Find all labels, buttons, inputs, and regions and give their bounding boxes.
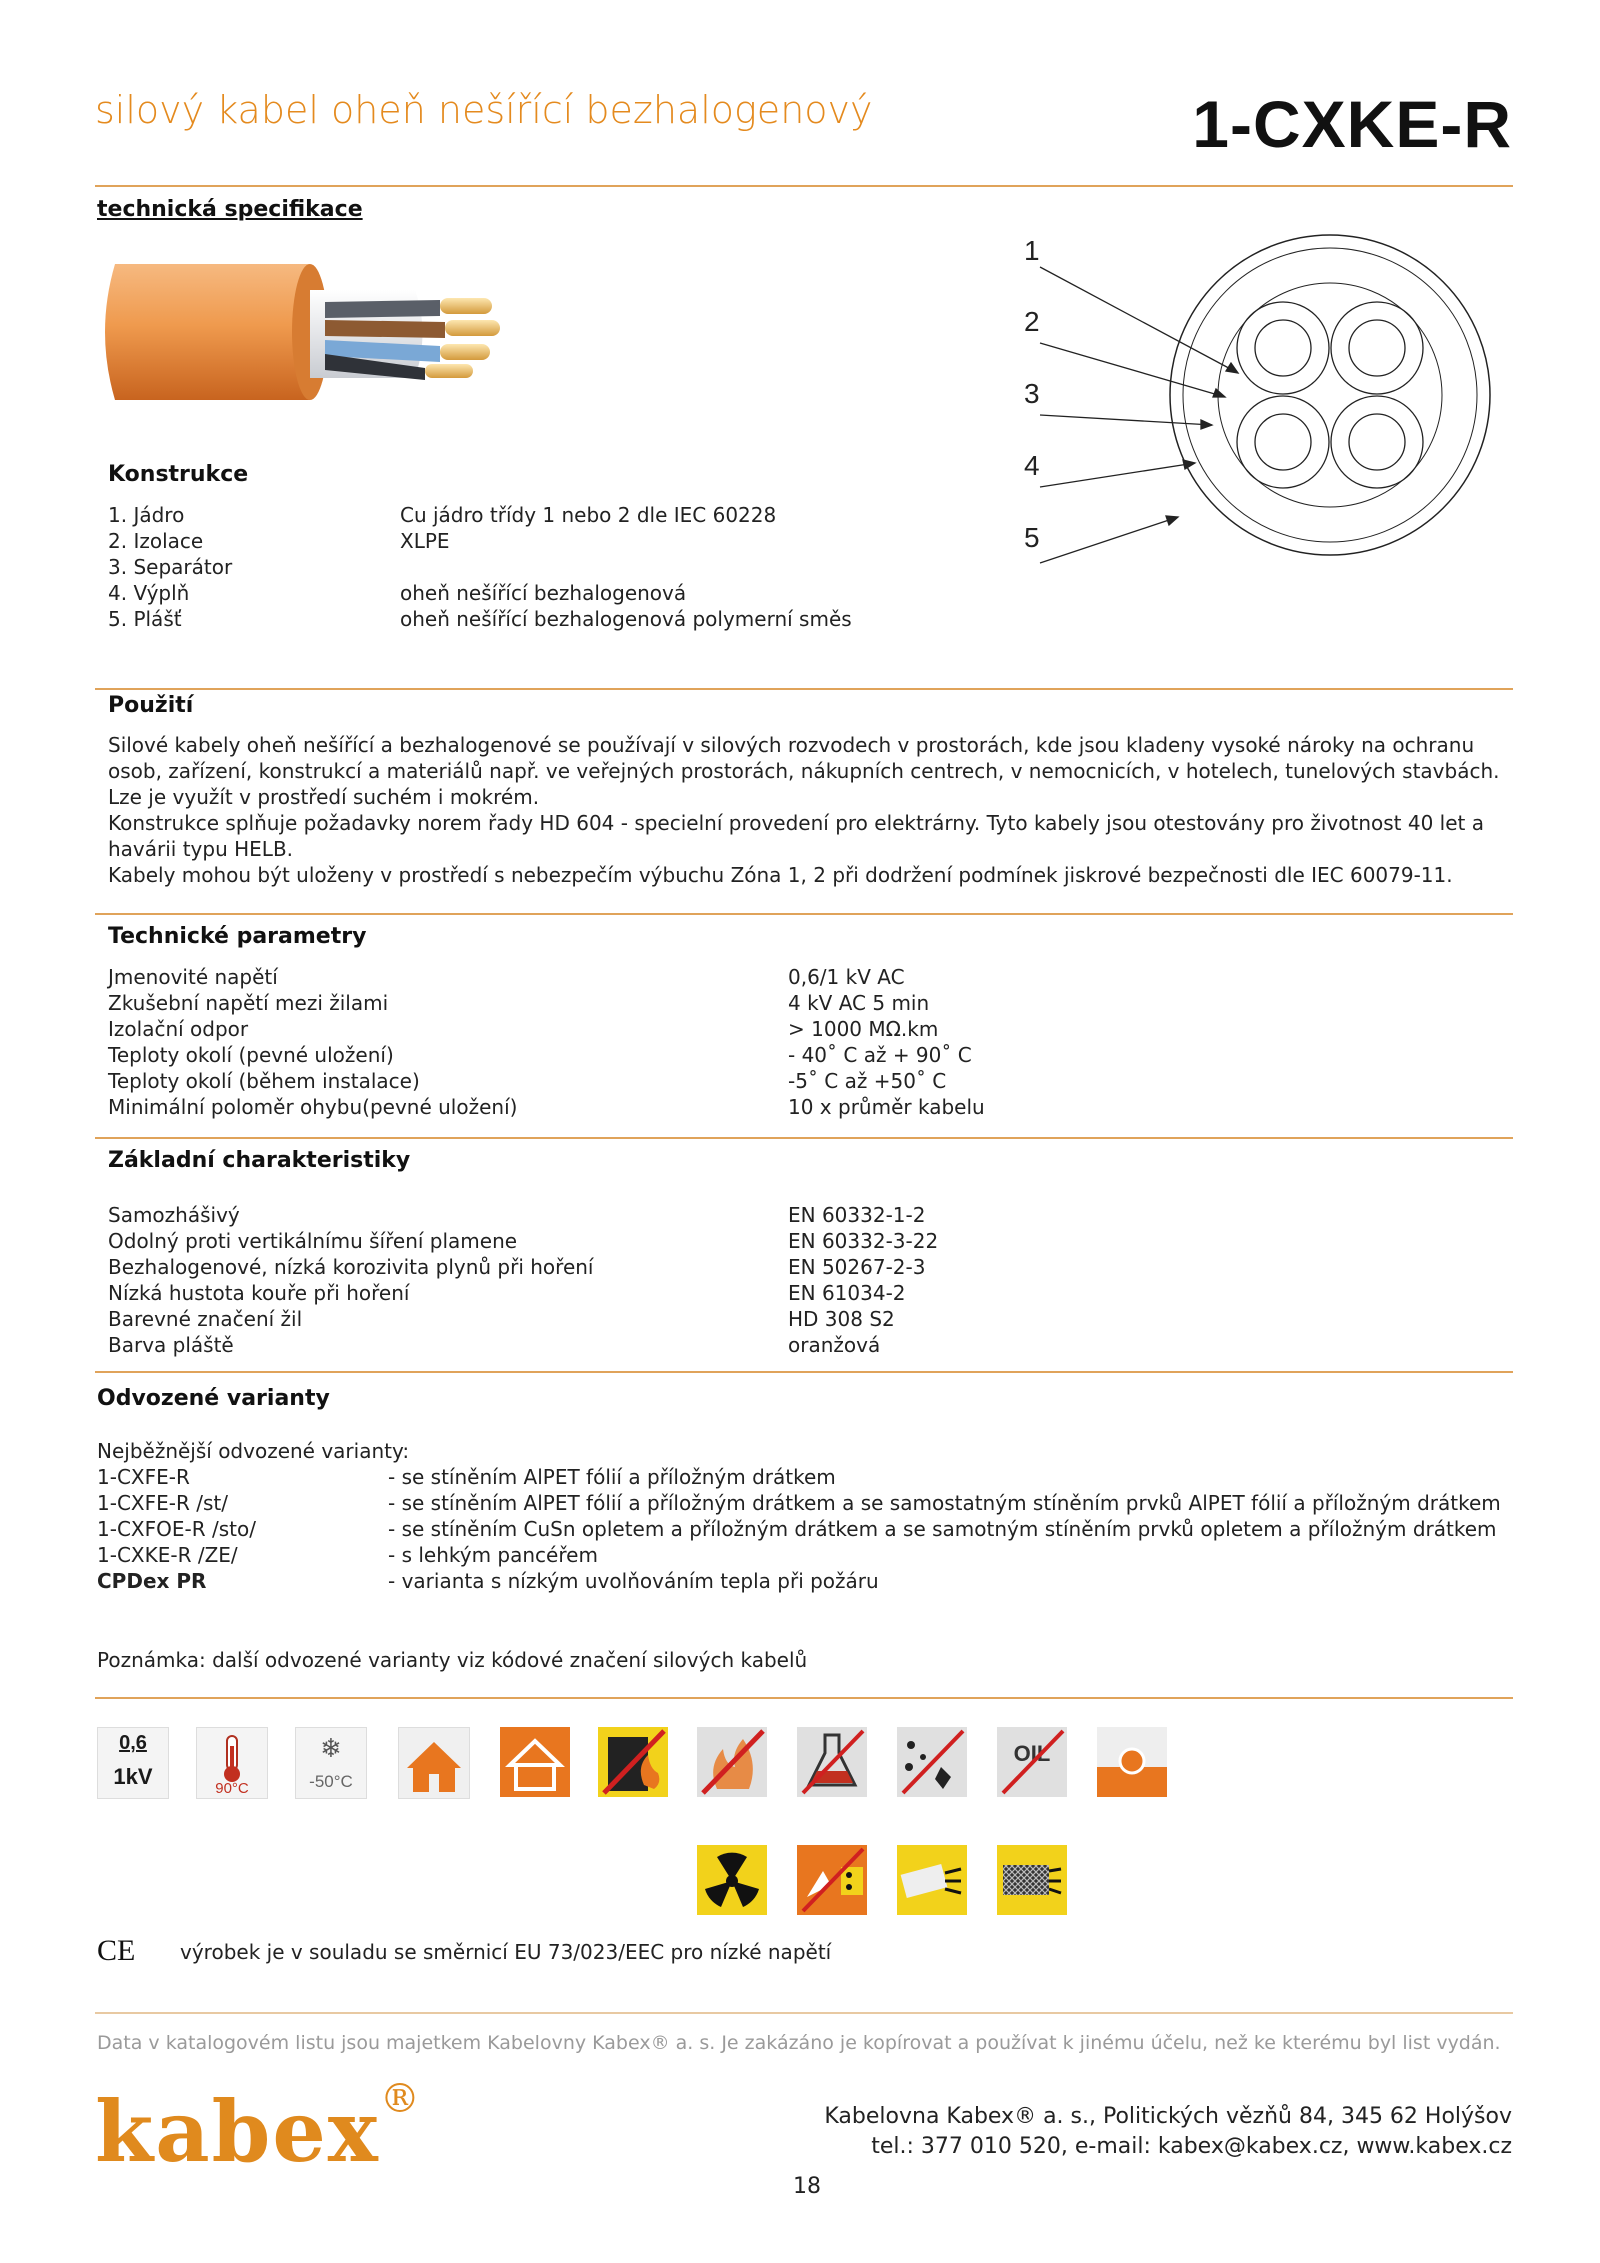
varianty-note: Poznámka: další odvozené varianty viz kódové značení silových kabelů — [97, 1648, 808, 1672]
braided-shield-icon — [997, 1845, 1067, 1915]
konstrukce-label: 2. Izolace — [108, 529, 204, 553]
divider — [95, 2012, 1513, 2014]
snowflake-icon: ❄ -50°C — [295, 1727, 367, 1799]
parametr-value: > 1000 MΩ.km — [788, 1017, 939, 1041]
parametr-value: 10 x průměr kabelu — [788, 1095, 985, 1119]
footer-disclaimer: Data v katalogovém listu jsou majetkem Kabelovny Kabex® a. s. Je zakázáno je kopírovat a používat k jinému účelu, než ke kterému byl list vydán. — [97, 2032, 1501, 2054]
diagram-number-4: 4 — [1024, 450, 1040, 481]
outdoor-house-icon — [500, 1727, 570, 1797]
impact-icon — [897, 1727, 967, 1797]
divider — [95, 913, 1513, 915]
oil-label: OIL — [1013, 1741, 1051, 1766]
pouziti-text — [108, 732, 1508, 888]
parametr-value: 0,6/1 kV AC — [788, 965, 905, 989]
parametr-value: -5˚ C až +50˚ C — [788, 1069, 947, 1093]
parametr-value: 4 kV AC 5 min — [788, 991, 930, 1015]
varianta-code: 1-CXFE-R — [97, 1465, 190, 1489]
divider — [95, 185, 1513, 187]
diagram-number-2: 2 — [1024, 306, 1040, 337]
divider — [95, 1371, 1513, 1373]
voltage-icon — [97, 1727, 169, 1799]
logo-registered: ® — [379, 2076, 422, 2122]
varianta-code: 1-CXFE-R /st/ — [97, 1491, 228, 1515]
ground-burial-icon — [1097, 1727, 1167, 1797]
charakteristika-label: Nízká hustota kouře při hoření — [108, 1281, 410, 1305]
kabex-logo — [95, 2076, 422, 2181]
parametr-label: Jmenovité napětí — [108, 965, 278, 989]
pouziti-paragraph: Kabely mohou být uloženy v prostředí s nebezpečím výbuchu Zóna 1, 2 při dodržení podmínek jiskrové bezpečnosti dle IEC 60079-11. — [108, 863, 1453, 887]
pouziti-heading: Použití — [108, 693, 194, 718]
charakteristika-value: HD 308 S2 — [788, 1307, 895, 1331]
diagram-number-3: 3 — [1024, 378, 1040, 409]
konstrukce-value: Cu jádro třídy 1 nebo 2 dle IEC 60228 — [400, 503, 777, 527]
varianta-code: 1-CXFOE-R /sto/ — [97, 1517, 256, 1541]
voltage-bottom: 1kV — [113, 1764, 153, 1789]
flexible-cable-icon — [897, 1845, 967, 1915]
parametr-label: Izolační odpor — [108, 1017, 249, 1041]
cable-cross-section-diagram — [1000, 225, 1520, 565]
oil-resistance-icon — [997, 1727, 1067, 1797]
charakteristika-value: oranžová — [788, 1333, 881, 1357]
charakteristika-value: EN 50267-2-3 — [788, 1255, 926, 1279]
varianta-desc: - varianta s nízkým uvolňováním tepla při požáru — [388, 1569, 879, 1593]
parametry-heading: Technické parametry — [108, 924, 367, 949]
logo-text: kabex — [95, 2082, 380, 2181]
konstrukce-label: 4. Výplň — [108, 581, 190, 605]
charakteristika-label: Bezhalogenové, nízká korozivita plynů při hoření — [108, 1255, 594, 1279]
varianty-intro: Nejběžnější odvozené varianty: — [97, 1439, 410, 1463]
charakteristika-label: Barva pláště — [108, 1333, 234, 1357]
parametr-label: Teploty okolí (pevné uložení) — [108, 1043, 394, 1067]
varianta-desc: - s lehkým pancéřem — [388, 1543, 598, 1567]
konstrukce-label: 1. Jádro — [108, 503, 185, 527]
pouziti-paragraph: Konstrukce splňuje požadavky norem řady HD 604 - specielní provedení pro elektrárny. Tyto kabely jsou otestovány pro životnost 40 let a havárii typu HELB. — [108, 811, 1484, 861]
diagram-number-5: 5 — [1024, 522, 1040, 553]
chemical-flask-icon — [797, 1727, 867, 1797]
varianta-code: CPDex PR — [97, 1569, 207, 1593]
konstrukce-heading: Konstrukce — [108, 462, 249, 487]
charakteristika-value: EN 60332-1-2 — [788, 1203, 926, 1227]
konstrukce-value: XLPE — [400, 529, 450, 553]
konstrukce-value: oheň nešířící bezhalogenová — [400, 581, 687, 605]
no-burning-icon — [697, 1727, 767, 1797]
konstrukce-label: 3. Separátor — [108, 555, 233, 579]
page-title: silový kabel oheň nešířící bezhalogenový — [95, 88, 873, 132]
charakteristika-label: Barevné značení žil — [108, 1307, 303, 1331]
voltage-top: 0,6 — [119, 1732, 147, 1754]
spec-heading: technická specifikace — [97, 197, 363, 222]
product-code: 1-CXKE-R — [1192, 87, 1512, 161]
radiation-icon — [697, 1845, 767, 1915]
divider — [95, 1697, 1513, 1699]
divider — [95, 1137, 1513, 1139]
diagram-number-1: 1 — [1024, 235, 1040, 266]
parametr-value: - 40˚ C až + 90˚ C — [788, 1043, 972, 1067]
thermometer-icon — [196, 1727, 268, 1799]
address-line: Kabelovna Kabex® a. s., Politických vězňů 84, 345 62 Holýšov — [824, 2104, 1512, 2129]
charakteristika-label: Odolný proti vertikálnímu šíření plamene — [108, 1229, 518, 1253]
konstrukce-label: 5. Plášť — [108, 607, 182, 631]
varianta-code: 1-CXKE-R /ZE/ — [97, 1543, 238, 1567]
charakteristika-label: Samozhášivý — [108, 1203, 240, 1227]
charakteristika-value: EN 60332-3-22 — [788, 1229, 939, 1253]
charakteristika-value: EN 61034-2 — [788, 1281, 906, 1305]
no-flame-spread-icon — [598, 1727, 668, 1797]
company-address — [824, 2102, 1512, 2162]
page-number: 18 — [793, 2174, 821, 2199]
parametr-label: Minimální poloměr ohybu(pevné uložení) — [108, 1095, 518, 1119]
parametr-label: Zkušební napětí mezi žilami — [108, 991, 389, 1015]
cable-illustration — [95, 250, 595, 430]
rodent-resistant-icon — [797, 1845, 867, 1915]
varianty-heading: Odvozené varianty — [97, 1386, 330, 1411]
varianta-desc: - se stíněním AlPET fólií a příložným drátkem — [388, 1465, 836, 1489]
indoor-house-icon — [398, 1727, 470, 1799]
pouziti-paragraph: Silové kabely oheň nešířící a bezhalogenové se používají v silových rozvodech v prostorách, kde jsou kladeny vysoké nároky na ochranu osob, zařízení, konstrukcí a materiálů např. ve veřejných prostorách, nákupních centrech, v nemocnicích, v hotelech, tunelových stavbách. Lze je využít v prostředí suchém i mokrém. — [108, 733, 1500, 809]
varianta-desc: - se stíněním CuSn opletem a příložným drátkem a se samotným stíněním prvků opletem a příložným drátkem — [388, 1517, 1497, 1541]
konstrukce-value: oheň nešířící bezhalogenová polymerní směs — [400, 607, 852, 631]
ce-mark-icon: CE — [97, 1934, 136, 1967]
parametr-label: Teploty okolí (během instalace) — [108, 1069, 420, 1093]
charakteristiky-heading: Základní charakteristiky — [108, 1148, 411, 1173]
divider — [95, 688, 1513, 690]
contact-line: tel.: 377 010 520, e-mail: kabex@kabex.cz, www.kabex.cz — [871, 2134, 1512, 2159]
temp-min-label: -50°C — [309, 1772, 353, 1791]
varianta-desc: - se stíněním AlPET fólií a příložným drátkem a se samostatným stíněním prvků AlPET fólií a příložným drátkem — [388, 1491, 1501, 1515]
temp-max-label: 90°C — [215, 1780, 249, 1797]
ce-text: výrobek je v souladu se směrnicí EU 73/023/EEC pro nízké napětí — [180, 1940, 832, 1964]
